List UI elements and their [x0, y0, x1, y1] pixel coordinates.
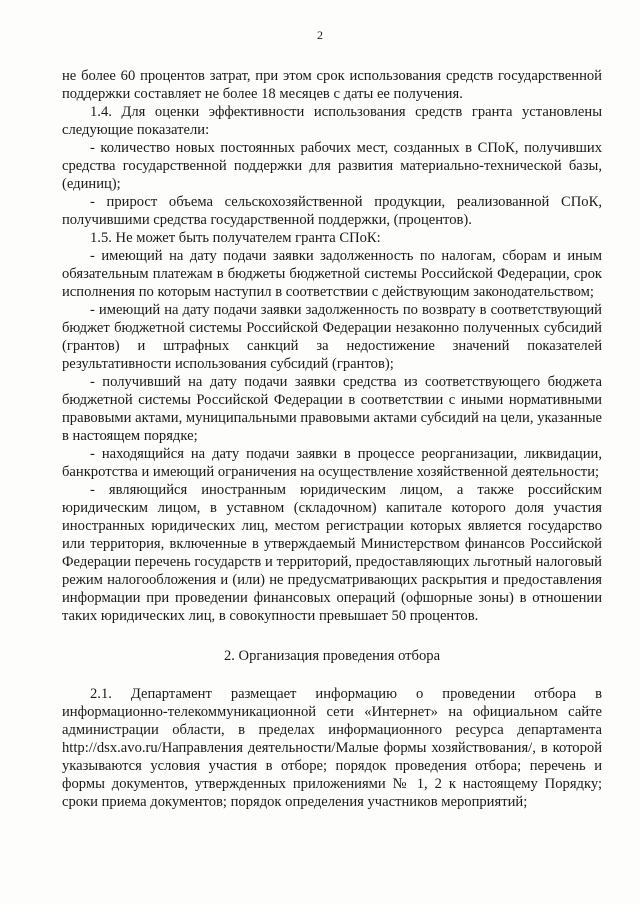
section-heading: 2. Организация проведения отбора: [223, 648, 441, 664]
paragraph-1-4: 1.4. Для оценки эффективности использования средств гранта установлены следующие показатели:: [62, 104, 602, 138]
paragraph-continuation: не более 60 процентов затрат, при этом срок использования средств государственной поддержки составляет не более 18 месяцев с даты ее получения.: [62, 68, 602, 102]
list-item-new-jobs: - количество новых постоянных рабочих мест, созданных в СПоК, получивших средства государственной поддержки для развития материально-технической базы, (единиц);: [62, 140, 602, 192]
list-item-other-funds: - получивший на дату подачи заявки средства из соответствующего бюджета бюджетной системы Российской Федерации в соответствии с иными нормативными правовыми актами, муниципальными правовыми актами субсидий на цели, указанные в настоящем порядке;: [62, 374, 602, 444]
page-number: 2: [317, 28, 323, 42]
list-item-production-growth: - прирост объема сельскохозяйственной продукции, реализованной СПоК, получившими средства государственной поддержки, (процентов).: [62, 194, 602, 228]
list-item-reorganization: - находящийся на дату подачи заявки в процессе реорганизации, ликвидации, банкротства и имеющий ограничения на осуществление хозяйственной деятельности;: [62, 446, 602, 480]
list-item-foreign-entity: - являющийся иностранным юридическим лицом, а также российским юридическим лицом, в уставном (складочном) капитале которого доля участия иностранных юридических лиц, местом регистрации которых является государство или территория, включенные в утверждаемый Министерством финансов Российской Федерации перечень государств и территорий, предоставляющих льготный налоговый режим налогообложения и (или) не предусматривающих раскрытия и предоставления информации при проведении финансовых операций (офшорные зоны) в отношении таких юридических лиц, в совокупности превышает 50 процентов.: [62, 482, 602, 624]
list-item-subsidy-return-debt: - имеющий на дату подачи заявки задолженность по возврату в соответствующий бюджет бюджетной системы Российской Федерации незаконно полученных субсидий (грантов) и штрафных санкций за недостижение значений показателей результативности использования субсидий (грантов);: [62, 302, 602, 372]
list-item-tax-debt: - имеющий на дату подачи заявки задолженность по налогам, сборам и иным обязательным платежам в бюджеты бюджетной системы Российской Федерации, срок исполнения по которым наступил в соответствии с действующим законодательством;: [62, 248, 602, 300]
document-body: [62, 67, 602, 811]
paragraph-1-5: 1.5. Не может быть получателем гранта СПоК:: [90, 230, 381, 246]
paragraph-2-1: 2.1. Департамент размещает информацию о проведении отбора в информационно-телекоммуникационной сети «Интернет» на официальном сайте администрации области, в пределах информационного ресурса департамента http://dsx.avo.ru/Направления деятельности/Малые формы хозяйствования/, в которой указываются условия участия в отборе; порядок проведения отбора; перечень и формы документов, утвержденных приложениями № 1, 2 к настоящему Порядку; сроки приема документов; порядок определения участников мероприятий;: [62, 686, 602, 810]
